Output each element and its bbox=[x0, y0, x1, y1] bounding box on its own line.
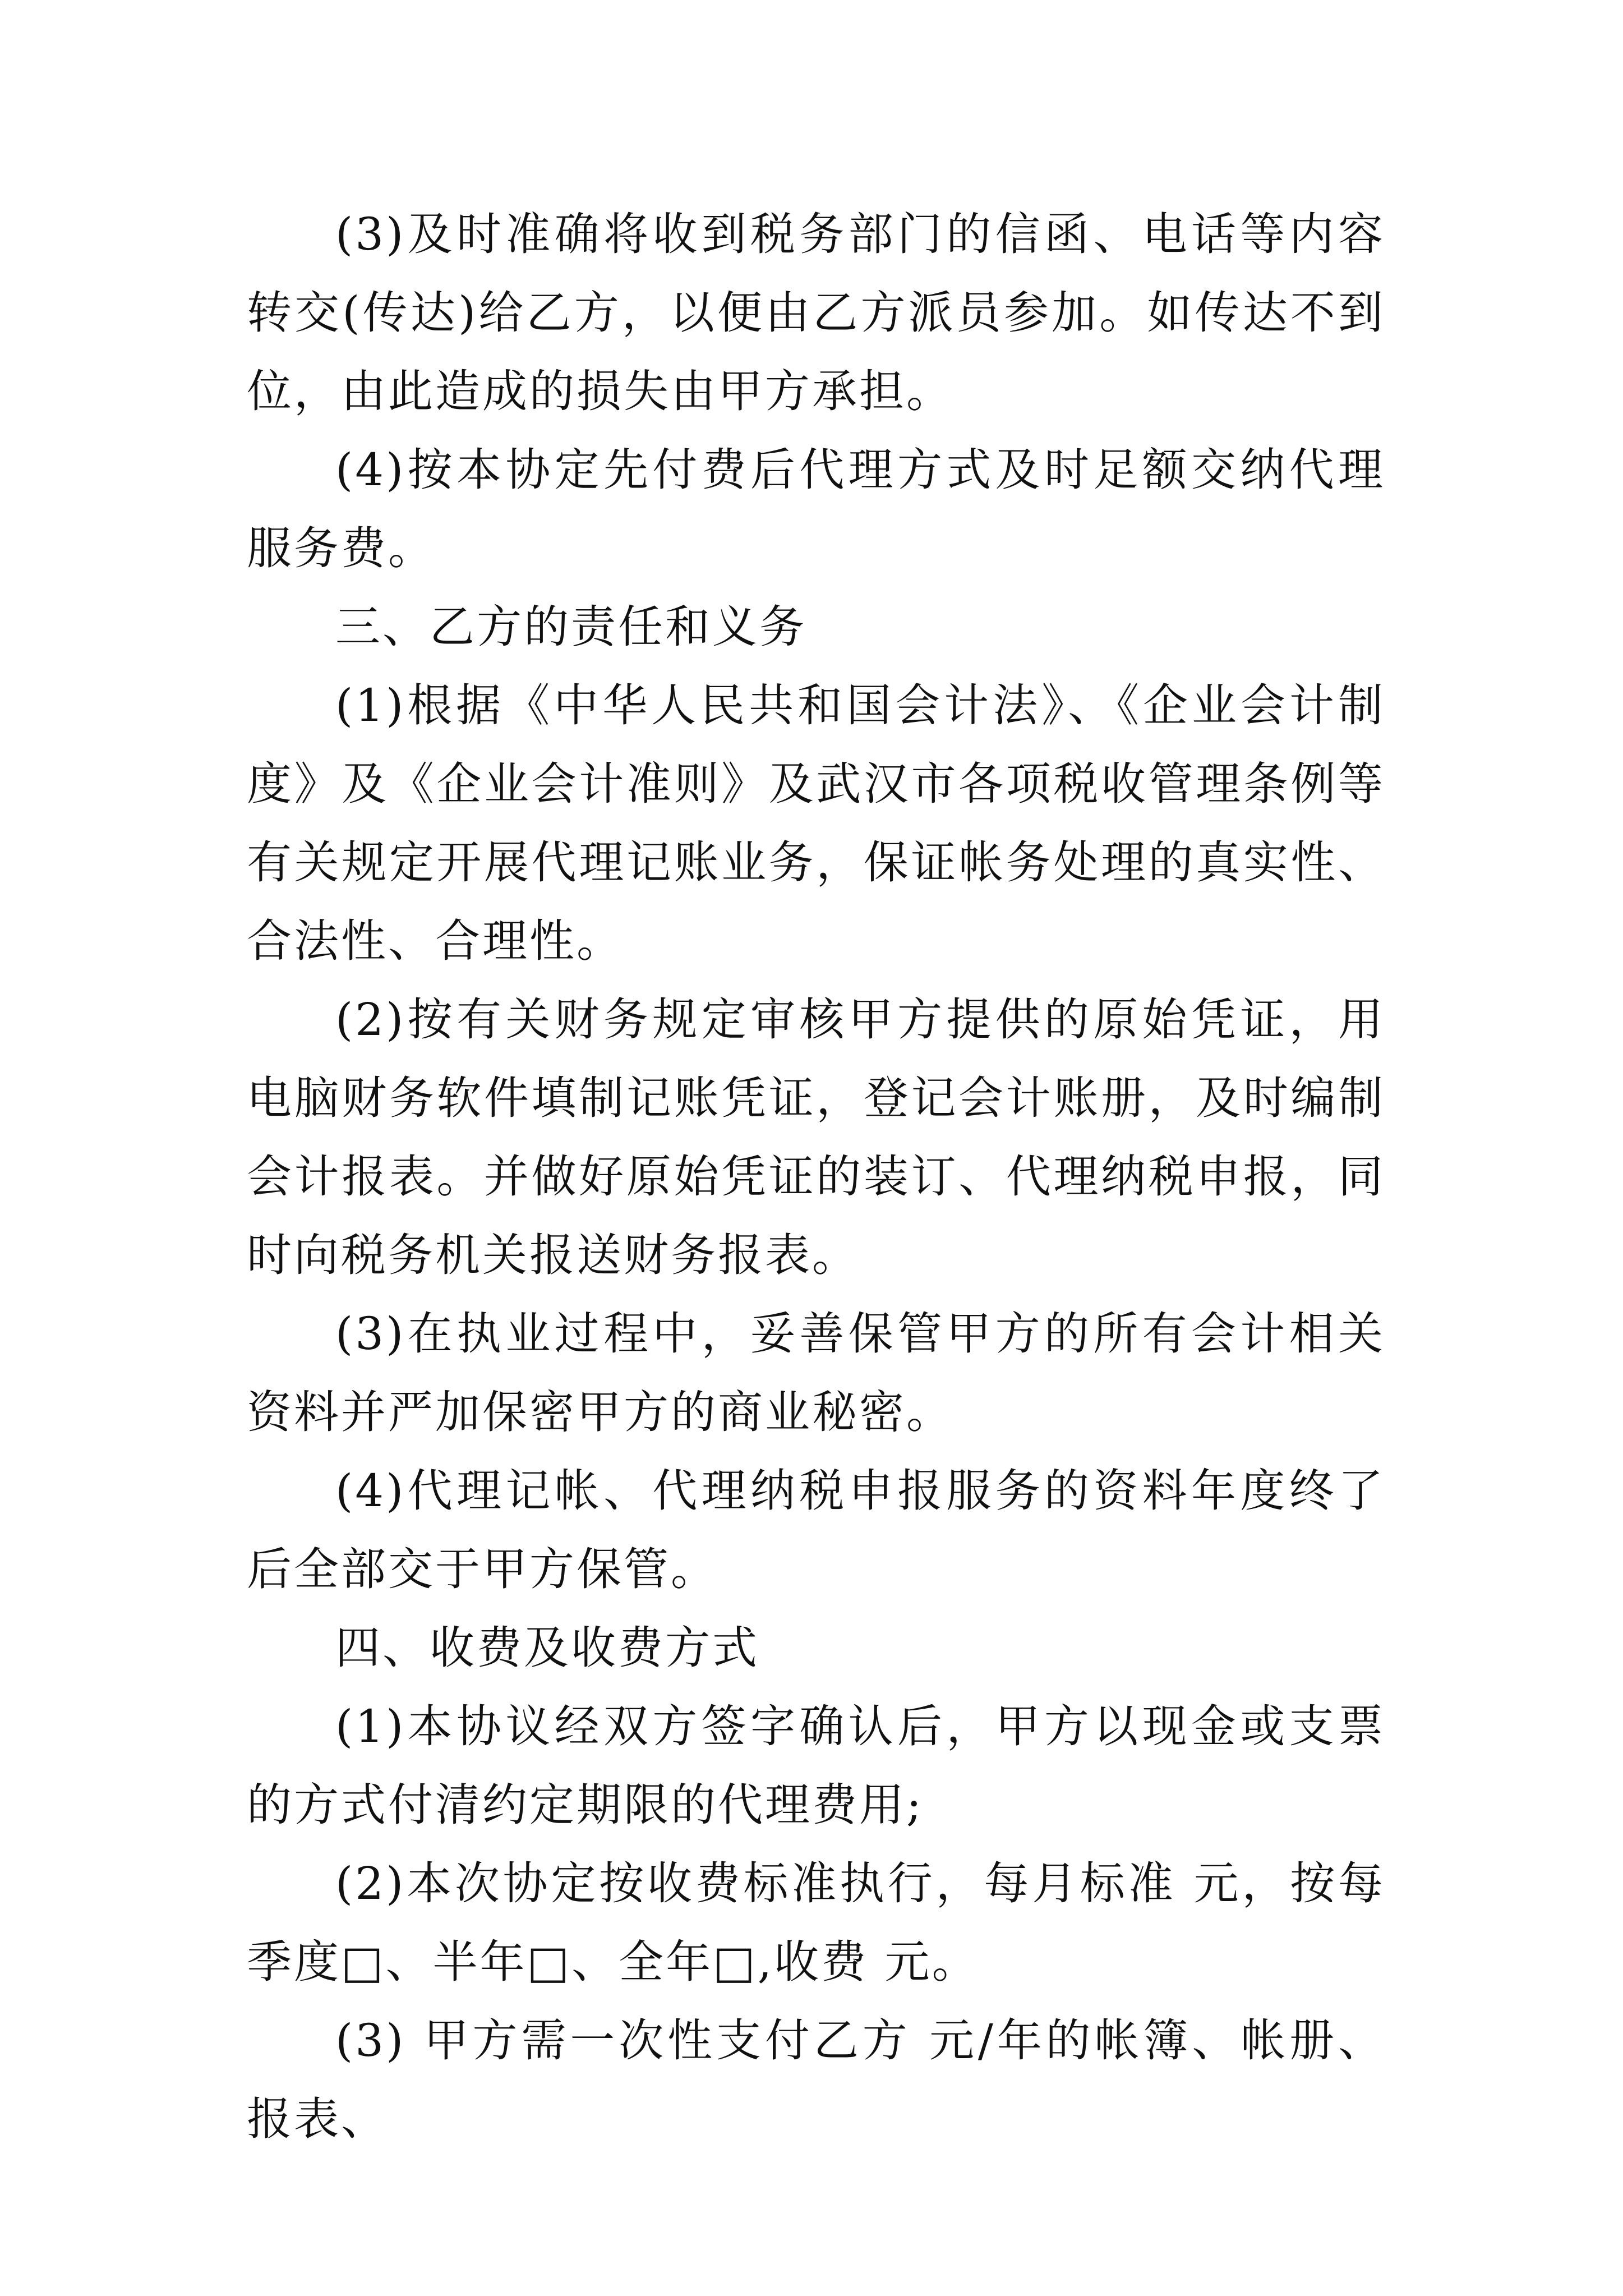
clause-party-b-4: (4)代理记帐、代理纳税申报服务的资料年度终了后全部交于甲方保管。 bbox=[247, 1465, 1385, 1595]
clause-party-b-3: (3)在执业过程中，妥善保管甲方的所有会计相关资料并严加保密甲方的商业秘密。 bbox=[247, 1308, 1385, 1438]
clause-fees-2: (2)本次协定按收费标准执行，每月标准 元，按每季度□、半年□、全年□,收费 元。 bbox=[247, 1857, 1385, 1988]
clause-party-b-1: (1)根据《中华人民共和国会计法》、《企业会计制度》及《企业会计准则》及武汉市各项税收管理条例等有关规定开展代理记账业务，保证帐务处理的真实性、合法性、合理性。 bbox=[247, 679, 1385, 967]
clause-fees-1: (1)本协议经双方签字确认后，甲方以现金或支票的方式付清约定期限的代理费用; bbox=[247, 1700, 1385, 1831]
clause-party-b-2: (2)按有关财务规定审核甲方提供的原始凭证，用电脑财务软件填制记账凭证，登记会计账册，及时编制会计报表。并做好原始凭证的装订、代理纳税申报，同时向税务机关报送财务报表。 bbox=[247, 993, 1385, 1281]
document-body bbox=[247, 195, 1385, 2159]
section-heading-party-b-duties: 三、乙方的责任和义务 bbox=[335, 601, 806, 653]
clause-party-a-3: (3)及时准确将收到税务部门的信函、电话等内容转交(传达)给乙方，以便由乙方派员参加。如传达不到位，由此造成的损失由甲方承担。 bbox=[247, 208, 1385, 417]
clause-party-a-4: (4)按本协定先付费后代理方式及时足额交纳代理服务费。 bbox=[247, 444, 1385, 574]
section-heading-fees: 四、收费及收费方式 bbox=[335, 1622, 759, 1674]
clause-fees-3: (3) 甲方需一次性支付乙方 元/年的帐簿、帐册、报表、 bbox=[247, 2014, 1385, 2145]
